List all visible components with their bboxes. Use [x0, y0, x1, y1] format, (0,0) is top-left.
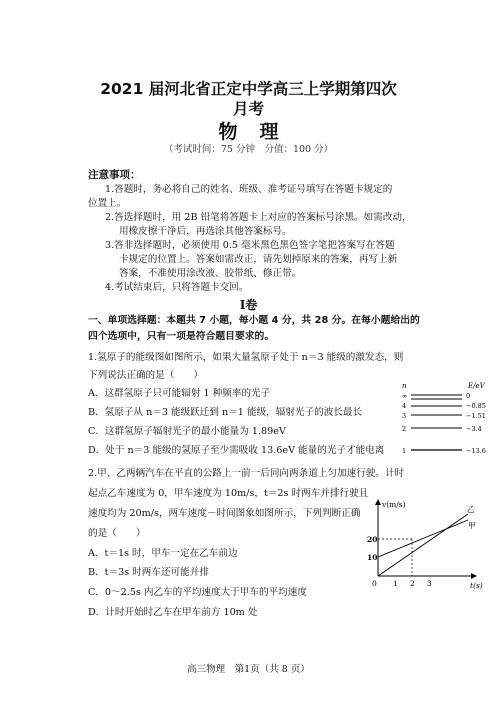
q1-option-d: D．处于 n＝3 能级的氢原子至少需吸收 13.6eV 能量的光子才能电离	[88, 445, 385, 456]
q1-stem-line2: 下列说法正确的是（ ）	[88, 370, 204, 381]
x-tick-label: 1	[393, 579, 398, 588]
notice-line: 卡规定的位置上。答案如需改正，请先划掉原来的答案，再写上新	[119, 254, 398, 265]
q2-stem-line2: 起点乙车速度为 0，甲车速度为 10m/s，t＝2s 时两车并排行驶且	[88, 488, 369, 499]
energy-level-n: 1	[402, 447, 407, 455]
notice-line: 1.答题时，务必将自己的姓名、班级、准考证号填写在答题卡规定的	[105, 184, 393, 195]
notice-line: 2.答选择题时，用 2B 铅笔将答题卡上对应的答案标号涂黑。如需改动，	[105, 212, 412, 223]
t-axis-label: t(s)	[470, 581, 483, 590]
v-axis-label: v(m/s)	[382, 500, 406, 509]
q2-option-a: A．t＝1s 时，甲车一定在乙车前边	[88, 548, 238, 559]
label-yi: 乙	[467, 505, 475, 514]
exam-title-line2: 月考	[232, 100, 264, 118]
x-tick-label: 3	[427, 579, 432, 588]
energy-level-n: 3	[402, 412, 407, 420]
subject-title: 物理	[218, 121, 301, 143]
section-title: Ⅰ卷	[239, 298, 258, 312]
notice-line: 用橡皮擦干净后，再选涂其他答案标号。	[119, 226, 292, 237]
energy-n-label: n	[402, 382, 407, 390]
q2-option-d: D．计时开始时乙车在甲车前方 10m 处	[88, 607, 258, 618]
notice-line: 位置上。	[88, 198, 127, 209]
energy-level-n: 4	[402, 402, 407, 410]
q2-stem-line4: 的是（ ）	[88, 528, 146, 539]
q1-option-a: A．这群氢原子只可能辐射 1 种频率的光子	[88, 388, 271, 399]
x-tick-label: 2	[410, 579, 415, 588]
origin-label: 0	[372, 579, 377, 588]
section-heading-line2: 四个选项中，只有一项是符合题目要求的。	[88, 331, 275, 342]
q2-option-c: C．0～2.5s 内乙车的平均速度大于甲车的平均速度	[88, 587, 307, 598]
energy-level-e: −13.6	[466, 447, 486, 455]
energy-level-e: −3.4	[466, 425, 482, 433]
energy-level-n: 2	[402, 425, 407, 433]
page-footer: 高三物理 第1页（共 8 页）	[187, 664, 310, 675]
exam-title-line1: 2021 届河北省正定中学高三上学期第四次	[100, 80, 397, 98]
energy-level-e: 0	[466, 392, 471, 400]
q2-stem-line1: 2.甲、乙两辆汽车在平直的公路上一前一后同向两条道上匀加速行驶。计时	[88, 468, 405, 479]
q2-option-b: B．t＝3s 时两车还可能并排	[88, 567, 209, 578]
velocity-time-graph	[364, 494, 484, 594]
q1-option-b: B．氢原子从 n＝3 能级跃迁到 n＝1 能级，辐射光子的波长最长	[88, 407, 363, 418]
label-jia: 甲	[468, 521, 476, 530]
notice-line: 答案，不准使用涂改液、胶带纸、修正带。	[119, 268, 302, 279]
notice-line: 3.答非选择题时，必须使用 0.5 毫米黑色黑色签字笔把答案写在答题	[105, 240, 395, 251]
energy-e-label: E/eV	[468, 382, 485, 390]
q1-stem-line1: 1.氢原子的能级图如图所示，如果大量氢原子处于 n＝3 能级的激发态，则	[88, 352, 404, 363]
y-tick-label: 20	[367, 535, 378, 544]
line-jia	[378, 520, 468, 557]
energy-level-diagram	[398, 377, 490, 459]
notice-line: 4.考试结束后，只将答题卡交回。	[105, 282, 249, 293]
line-yi	[378, 514, 468, 576]
y-tick-label: 10	[367, 553, 378, 562]
energy-level-n: ∞	[402, 392, 408, 400]
notice-heading: 注意事项：	[88, 169, 141, 181]
exam-info: （考试时间：75 分钟 分值：100 分）	[163, 144, 334, 155]
section-heading-line1: 一、单项选择题：本题共 7 小题，每小题 4 分，共 28 分。在每小题给出的	[88, 315, 420, 326]
q2-stem-line3: 速度均为 20m/s，两车速度－时间图象如图所示，下列判断正确	[88, 508, 361, 519]
energy-level-e: −0.85	[466, 402, 486, 410]
q1-option-c: C．这群氢原子辐射光子的最小能量为 1.89eV	[88, 426, 286, 437]
energy-level-e: −1.51	[466, 412, 486, 420]
